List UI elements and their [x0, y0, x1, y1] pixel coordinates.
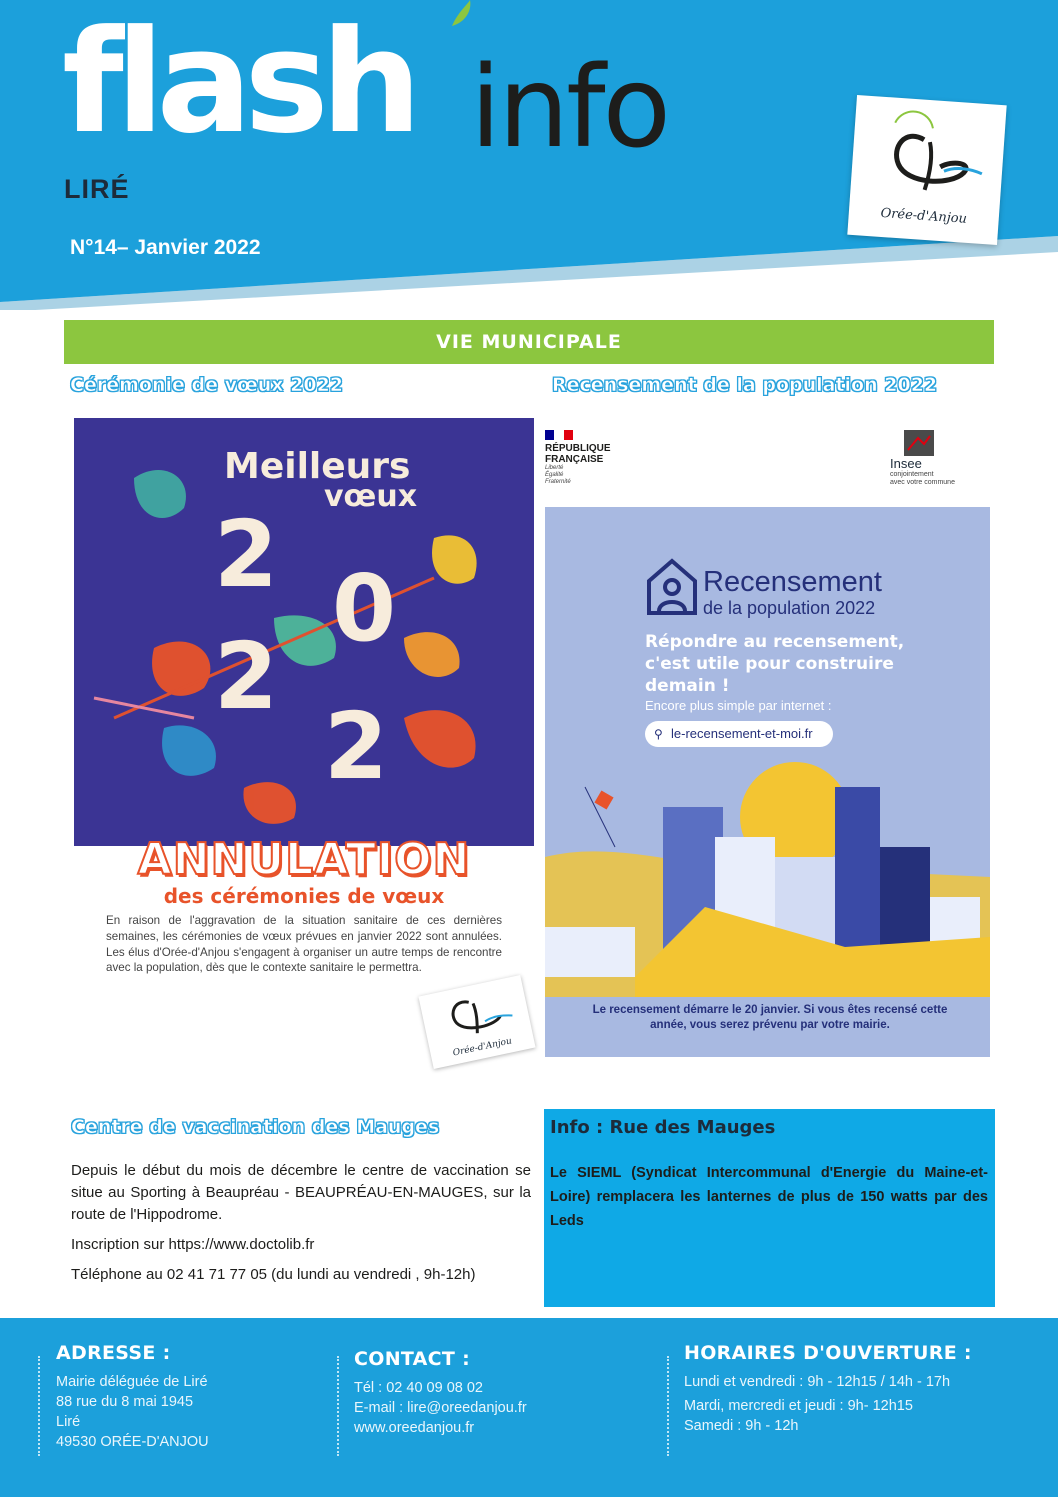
hours-title: HORAIRES D'OUVERTURE :	[684, 1342, 972, 1364]
poster-url-pill[interactable]	[645, 721, 833, 747]
masthead-info: info	[470, 43, 669, 173]
poster-internet-note: Encore plus simple par internet :	[645, 698, 832, 713]
rf-line2: FRANÇAISE	[545, 454, 604, 465]
oree-logo-icon	[849, 95, 1006, 215]
footer	[0, 1318, 1058, 1497]
recensement-heading: Recensement de la population 2022	[552, 374, 938, 396]
vaccination-p3: Téléphone au 02 41 71 77 05 (du lundi au vendredi , 9h-12h)	[71, 1266, 476, 1283]
rf-motto3: Fraternité	[545, 479, 571, 485]
info-rue-body: Le SIEML (Syndicat Intercommunal d'Energie du Maine-et-Loire) remplacera les lanternes de plus de 150 watts par des Leds	[550, 1165, 988, 1229]
address-line: 88 rue du 8 mai 1945	[56, 1394, 194, 1410]
address-title: ADRESSE :	[56, 1342, 171, 1364]
contact-phone: Tél : 02 40 09 08 02	[354, 1380, 483, 1396]
issue-number: N°14– Janvier 2022	[70, 236, 261, 259]
poster-start-note: Le recensement démarre le 20 janvier. Si vous êtes recensé cette année, vous serez prévenu par votre mairie.	[592, 1004, 948, 1031]
vaccination-p2: Inscription sur https://www.doctolib.fr	[71, 1236, 315, 1253]
year-digit-2: 0	[332, 555, 397, 662]
poster-subtitle: de la population 2022	[703, 598, 876, 618]
voeux-poster	[74, 418, 534, 846]
footer-hours	[684, 1342, 972, 1436]
house-person-icon	[645, 557, 699, 617]
insee-logo	[890, 430, 955, 487]
rf-motto1: Liberté	[545, 465, 564, 471]
contact-email[interactable]: E-mail : lire@oreedanjou.fr	[354, 1400, 527, 1416]
address-line: 49530 ORÉE-D'ANJOU	[56, 1434, 209, 1450]
annulation-body: En raison de l'aggravation de la situation sanitaire de ces dernières semaines, les cérémonies de vœux prévues en janvier 2022 sont annulées. Les élus d'Orée-d'Anjou s'engagent à organiser un autre temps de rencontre avec la population, dès que le contexte sanitaire le permettra.	[106, 914, 502, 975]
annulation-subtitle: des cérémonies de vœux	[163, 884, 445, 908]
french-flag-icon	[545, 430, 573, 440]
poster-url: le-recensement-et-moi.fr	[671, 726, 813, 741]
oree-anjou-small-logo	[418, 975, 535, 1069]
oree-anjou-logo	[847, 95, 1006, 245]
footer-divider	[667, 1356, 669, 1456]
republique-francaise-logo	[545, 430, 611, 486]
contact-website[interactable]: www.oreedanjou.fr	[354, 1420, 475, 1436]
section-title-bar: VIE MUNICIPALE	[64, 320, 994, 364]
insee-name: Insee	[890, 456, 922, 471]
year-digit-3: 2	[214, 623, 279, 730]
vaccination-body	[71, 1160, 531, 1294]
small-logo-label: Orée-d'Anjou	[452, 1036, 513, 1059]
info-rue-title: Info : Rue des Mauges	[550, 1117, 776, 1138]
hours-line: Samedi : 9h - 12h	[684, 1418, 799, 1434]
town-illustration	[545, 757, 990, 997]
poster-title: Recensement	[703, 566, 882, 598]
rf-line1: RÉPUBLIQUE	[545, 443, 611, 454]
info-rue-box	[544, 1109, 995, 1307]
search-icon: ⚲	[654, 727, 663, 741]
footer-divider	[337, 1356, 339, 1456]
masthead-flash: flash	[62, 0, 414, 165]
rf-motto2: Égalité	[545, 472, 564, 478]
annulation-title: ANNULATION	[137, 834, 471, 885]
footer-address	[56, 1342, 209, 1452]
insee-icon	[904, 430, 934, 456]
vaccination-p1: Depuis le début du mois de décembre le centre de vaccination se situe au Sporting à Beaupréau - BEAUPRÉAU-EN-MAUGES, sur la route de l'Hippodrome.	[71, 1162, 531, 1223]
contact-title: CONTACT :	[354, 1348, 471, 1370]
voeux-heading: Cérémonie de vœux 2022	[70, 374, 344, 396]
poster-line2: vœux	[324, 479, 418, 514]
year-digit-4: 2	[324, 693, 389, 800]
address-line: Liré	[56, 1414, 81, 1430]
hours-line: Mardi, mercredi et jeudi : 9h- 12h15	[684, 1398, 913, 1414]
logo-label: Orée-d'Anjou	[880, 205, 968, 227]
recensement-poster	[545, 507, 990, 1057]
voeux-illustration	[74, 418, 534, 846]
insee-tag1: conjointement	[890, 471, 934, 478]
year-digit-1: 2	[214, 501, 279, 608]
footer-contact	[354, 1348, 527, 1438]
commune-name: LIRÉ	[64, 174, 130, 204]
address-line: Mairie déléguée de Liré	[56, 1374, 208, 1390]
poster-line1: Meilleurs	[224, 446, 411, 487]
poster-question: Répondre au recensement, c'est utile pour construire demain !	[645, 632, 905, 696]
footer-divider	[38, 1356, 40, 1456]
vaccination-heading: Centre de vaccination des Mauges	[71, 1116, 440, 1138]
hours-line: Lundi et vendredi : 9h - 12h15 / 14h - 17h	[684, 1374, 951, 1390]
insee-tag2: avec votre commune	[890, 479, 955, 486]
